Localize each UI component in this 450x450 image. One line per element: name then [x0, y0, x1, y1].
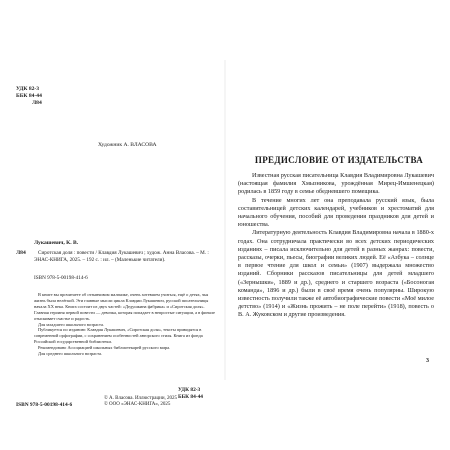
cip-isbn: ISBN 978-5-00198-414-6 [34, 275, 88, 281]
preface-paragraph: Литературную деятельность Клавдия Владимировна начала в 1880-х годах. Она сотрудничала практически во всех детских периодических изданиях – писала исключительно для детей в разных жанрах: повести, рассказы, очерки, пьесы, биографии великих людей. Её «Азбука – солнце в первое чтение для школ и семьи» (1907) выдержала множество изданий. Сборники рассказов писательницы для детей младшего («Зернышки», 1889 и др.), среднего и старшего возраста («Босоногая команда», 1896 и др.) были в своё время очень популярны. Широкую известность получили также её автобиографические повести «Моё милое детство» (1914) и «Жизнь прожить – не поле перейти» (1918), повесть о В. А. Жуковском и другие произведения. [238, 229, 434, 319]
bbk-line: ББК 84-44 [16, 93, 42, 99]
artist-credit: Художник А. ВЛАСОВА [98, 142, 157, 148]
preface-paragraph: Известная русская писательница Клавдия Владимировна Лукашевич (настоящая фамилия Хмызникова, урождённая Мирец-Имшенецкая) родилась в 1859 году в семье обедневшего помещика. [238, 172, 434, 196]
copyright-line: © А. Власова. Иллюстрации, 2025 [104, 396, 177, 401]
annotation-paragraph: Для среднего школьного возраста. [38, 351, 103, 357]
udk-bbk-bottom [178, 387, 203, 401]
cip-author-sign: Л84 [16, 250, 26, 256]
left-page [10, 60, 222, 408]
book-gutter [224, 60, 226, 380]
copyright-line: © ООО «ЭНАС-КНИГА», 2025 [104, 402, 171, 408]
udk-bbk-top [16, 86, 42, 107]
annotation-paragraph: Публикуется по изданию: Клавдия Лукашевич, «Сиротская доля», тексты приводятся в современной орфографии, с сохранением особенностей авторского стиля. Книга из фонда Российской государственной библиотеки. [34, 327, 203, 345]
isbn-bottom: ISBN 978-5-00198-414-6 [16, 402, 73, 408]
cip-author: Лукашевич, К. В. [34, 240, 79, 246]
right-page [228, 60, 440, 380]
udk-line: УДК 82-3 [178, 387, 201, 393]
udk-line: УДК 82-3 [16, 86, 40, 92]
preface-body [238, 172, 434, 320]
preface-paragraph: В течение многих лет она преподавала русский язык, была составительницей детских календарей, учебников и хрестоматий для начального обучения, пособий для проведения праздников для детей и юношества. [238, 196, 434, 229]
page-title: ПРЕДИСЛОВИЕ ОТ ИЗДАТЕЛЬСТВА [254, 155, 424, 165]
annotation-paragraph: В книге вы прочитаете об отзывчивом мальчике, очень хотевшем учиться, ещё о детях, чья жизнь была нелёгкой. Эти главные мысли цикла Клавдии Лукашевич, русской писательницы начала XX века. Книга состоит из двух частей: «Дедушкина фабрика» и «Сиротская доля». Главная героиня первой повести — девочка, которая попадает в непростые ситуации, а в финале отыскивает счастье и радость. [34, 292, 216, 321]
bbk-line: ББК 84-44 [178, 394, 203, 400]
page-number: 3 [426, 358, 429, 364]
copyright-block [104, 396, 177, 409]
annotation [34, 292, 220, 357]
annotation-paragraph: Для младшего школьного возраста. [38, 321, 105, 327]
annotation-paragraph: Рекомендовано Ассоциацией школьных библиотекарей русского мира. [38, 345, 171, 351]
cip-description: Сиротская доля : повести / Клавдия Лукашевич ; худож. Анна Власова. – М. : ЭНАС-КНИГА, 2025. – 192 с. : ил. – (Маленькие читатели). [34, 250, 209, 263]
author-sign: Л84 [32, 100, 42, 106]
